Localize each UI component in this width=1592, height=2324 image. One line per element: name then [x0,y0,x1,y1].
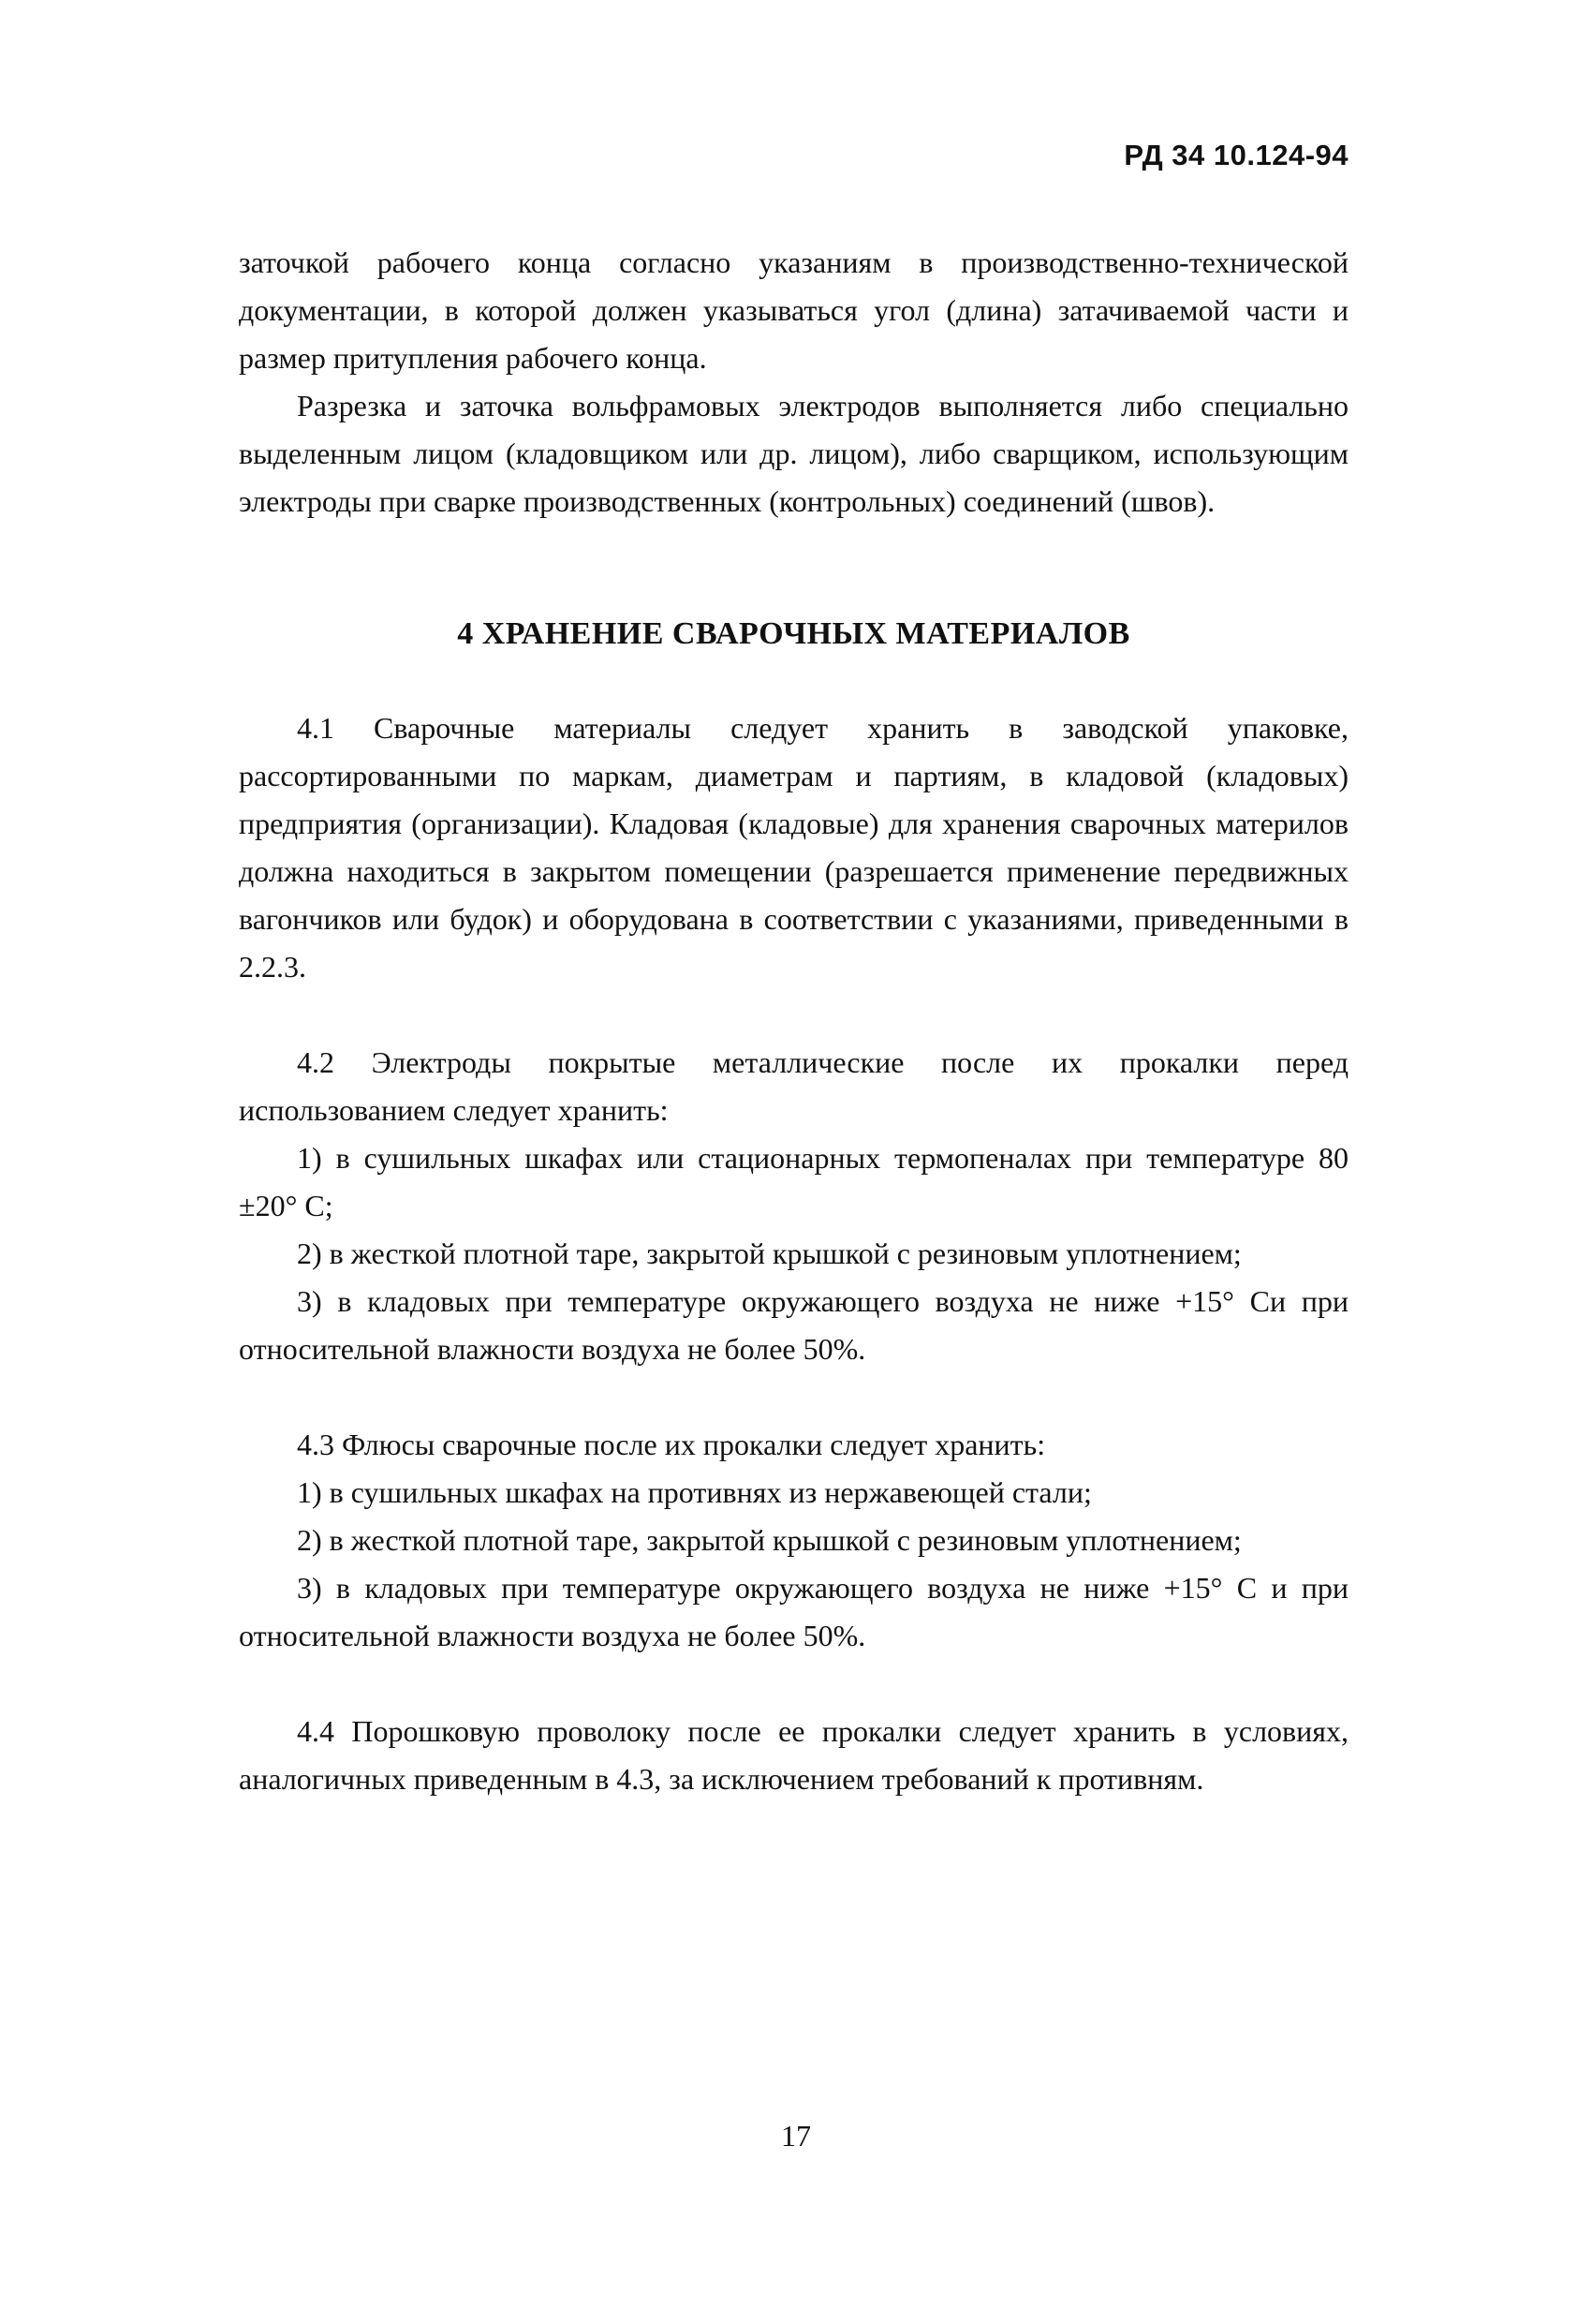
clause-4-3-item-3: 3) в кладовых при температуре окружающего воздуха не ниже +15° С и при относительной влажности воздуха не более 50%. [239,1571,1349,1652]
page-number: 17 [781,2119,811,2153]
clause-4-1: 4.1 Сварочные материалы следует хранить в заводской упаковке, рассортированными по маркам, диаметрам и партиям, в кладовой (кладовых) предприятия (организации). Кладовая (кладовые) для хранения сварочных материлов должна находиться в закрытом помещении (разрешается применение передвижных вагончиков или будок) и оборудована в соответствии с указаниями, приведенными в 2.2.3. [239,711,1349,984]
clause-4-2-item-1: 1) в сушильных шкафах или стационарных термопеналах при температуре 80 ±20° С; [239,1141,1349,1222]
clause-4-2-item-3: 3) в кладовых при температуре окружающего воздуха не ниже +15° Си при относительной влажности воздуха не более 50%. [239,1284,1349,1366]
document-code: РД 34 10.124-94 [1124,139,1349,171]
paragraph-continuation: заточкой рабочего конца согласно указаниям в производственно-технической документации, в которой должен указываться угол (длина) затачиваемой части и размер притупления рабочего конца. [239,245,1349,375]
section-title: 4 ХРАНЕНИЕ СВАРОЧНЫХ МАТЕРИАЛОВ [457,616,1130,651]
paragraph-cutting: Разрезка и заточка вольфрамовых электродов выполняется либо специально выделенным лицом (кладовщиком или др. лицом), либо сварщиком, использующим электроды при сварке производственных (контрольных) соединений (швов). [239,389,1349,518]
clause-4-3-item-1: 1) в сушильных шкафах на противнях из нержавеющей стали; [297,1475,1092,1509]
clause-4-3-item-2: 2) в жесткой плотной таре, закрытой крышкой с резиновым уплотнением; [297,1523,1242,1557]
page-content [239,239,1349,1803]
clause-4-2-item-2: 2) в жесткой плотной таре, закрытой крышкой с резиновым уплотнением; [297,1236,1242,1270]
clause-4-2-intro: 4.2 Электроды покрытые металлические после их прокалки перед использованием следует хранить: [239,1045,1349,1127]
clause-4-3-intro: 4.3 Флюсы сварочные после их прокалки следует хранить: [297,1428,1046,1461]
clause-4-4: 4.4 Порошковую проволоку после ее прокалки следует хранить в условиях, аналогичных приведенным в 4.3, за исключением требований к противням. [239,1714,1349,1796]
